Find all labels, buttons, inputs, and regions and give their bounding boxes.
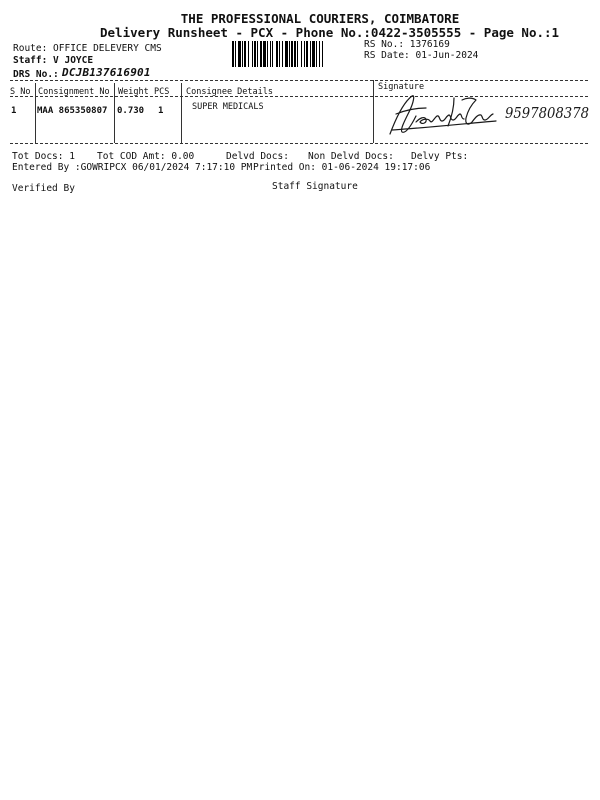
cell-consignment: MAA 865350807 bbox=[37, 106, 108, 116]
col-divider bbox=[35, 83, 36, 143]
col-divider bbox=[114, 83, 115, 143]
barcode bbox=[232, 41, 358, 67]
verified-by: Verified By bbox=[12, 183, 75, 194]
staff-signature: Staff Signature bbox=[272, 181, 358, 192]
printed-on: Printed On: 01-06-2024 19:17:06 bbox=[253, 162, 431, 173]
cell-sno: 1 bbox=[11, 106, 17, 116]
delvd-docs: Delvd Docs: bbox=[226, 151, 289, 162]
route-text: Route: OFFICE DELEVERY CMS bbox=[13, 43, 162, 54]
col-header-pcs: PCS bbox=[154, 87, 170, 97]
cell-weight: 0.730 bbox=[117, 106, 145, 116]
cell-pcs: 1 bbox=[158, 106, 164, 116]
tot-cod-amt: Tot COD Amt: 0.00 bbox=[97, 151, 195, 162]
handwritten-signature bbox=[382, 88, 590, 140]
col-header-weight: Weight bbox=[118, 87, 149, 97]
staff-text: Staff: V JOYCE bbox=[13, 55, 94, 66]
delvy-pts: Delvy Pts: bbox=[411, 151, 469, 162]
cell-consignee: SUPER MEDICALS bbox=[192, 102, 264, 112]
runsheet-title: Delivery Runsheet - PCX - Phone No.:0422-3505555 - Page No.:1 bbox=[100, 25, 560, 40]
tot-docs: Tot Docs: 1 bbox=[12, 151, 75, 162]
signature-phone: 9597808378 bbox=[505, 104, 589, 122]
rs-date: RS Date: 01-Jun-2024 bbox=[364, 50, 479, 61]
col-divider bbox=[181, 83, 182, 143]
col-header-sno: S No bbox=[10, 87, 31, 97]
company-title: THE PROFESSIONAL COURIERS, COIMBATORE bbox=[180, 11, 460, 26]
drs-number: DCJB137616901 bbox=[62, 66, 151, 79]
table-bottom-rule bbox=[10, 143, 588, 144]
col-header-consignment: Consignment No bbox=[38, 87, 110, 97]
col-header-consignee: Consignee Details bbox=[186, 87, 273, 97]
col-header-signature: Signature bbox=[378, 82, 425, 92]
non-delvd-docs: Non Delvd Docs: bbox=[308, 151, 394, 162]
entered-by: Entered By :GOWRIPCX 06/01/2024 7:17:10 PM bbox=[12, 162, 253, 173]
table-top-rule bbox=[10, 80, 588, 81]
drs-label: DRS No.: bbox=[13, 69, 59, 80]
col-divider bbox=[373, 80, 374, 143]
rs-number: RS No.: 1376169 bbox=[364, 39, 450, 50]
